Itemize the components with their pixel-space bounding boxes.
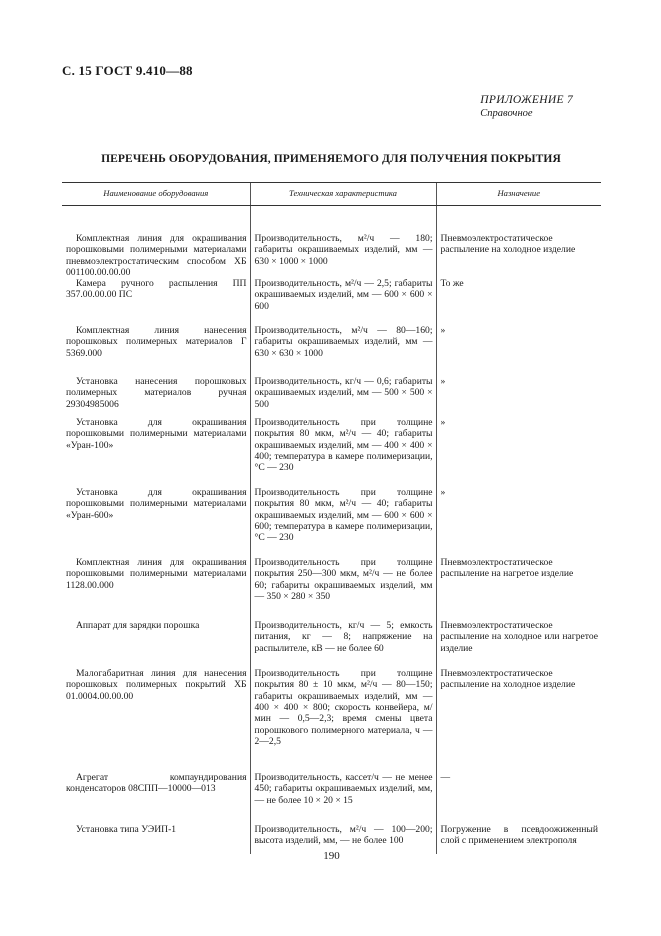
- equipment-name: Установка для окрашивания порошковыми полимерными материалами «Уран-100»: [66, 417, 247, 451]
- equipment-name: Комплектная линия для окрашивания порошковыми полимерными материалами 1128.00.000: [66, 557, 247, 591]
- equipment-spec: Производительность при толщине покрытия 80 мкм, м²/ч — 40; габариты окрашиваемых изделий, мм — 600 × 600 × 600; температура в камере полимеризации, °С — 230: [250, 480, 436, 550]
- equipment-spec: Производительность, м²/ч — 100—200; высота изделий, мм, — не более 100: [250, 818, 436, 854]
- equipment-name: Установка типа УЭИП-1: [76, 824, 177, 836]
- table-row: [62, 766, 601, 818]
- equipment-spec: Производительность, кассет/ч — не менее 450; габариты окрашиваемых изделий, мм, — не более 10 × 20 × 15: [250, 766, 436, 818]
- equipment-spec: Производительность, м²/ч — 2,5; габариты окрашиваемых изделий, мм — 600 × 600 × 600: [250, 278, 436, 318]
- equipment-spec: Производительность, кг/ч — 0,6; габариты окрашиваемых изделий, мм — 500 × 500 × 500: [250, 370, 436, 410]
- equipment-purpose: Пневмоэлектростатическое распыление на холодное или нагретое изделие: [436, 614, 601, 662]
- column-header-name: Наименование оборудования: [62, 183, 250, 206]
- page-number: 190: [323, 850, 340, 862]
- equipment-spec: Производительность при толщине покрытия 80 мкм, м²/ч — 40; габариты окрашиваемых изделий, мм — 400 × 400 × 400; температура в камере полимеризации, °С — 230: [250, 410, 436, 480]
- table-row: [62, 206, 601, 279]
- appendix-subtitle: Справочное: [480, 108, 533, 119]
- table-row: [62, 278, 601, 318]
- equipment-spec: Производительность, кг/ч — 5; емкость питания, кг — 8; напряжение на распылителе, кВ — не более 60: [250, 614, 436, 662]
- equipment-name: Комплектная линия нанесения порошковых полимерных материалов Г 5369.000: [66, 325, 247, 359]
- equipment-purpose: »: [436, 480, 601, 550]
- table-row: [62, 370, 601, 410]
- equipment-purpose: —: [436, 766, 601, 818]
- table-row: [62, 410, 601, 480]
- equipment-purpose: Погружение в псевдоожиженный слой с применением электрополя: [436, 818, 601, 854]
- equipment-spec: Производительность, м²/ч — 180; габариты окрашиваемых изделий, мм — 630 × 1000 × 1000: [250, 206, 436, 279]
- equipment-spec: Производительность при толщине покрытия 250—300 мкм, м²/ч — не более 60; габариты окрашиваемых изделий, мм — 350 × 280 × 350: [250, 550, 436, 614]
- table-header-row: [62, 183, 601, 206]
- table-row: [62, 614, 601, 662]
- equipment-purpose: Пневмоэлектростатическое распыление на холодное изделие: [436, 662, 601, 766]
- column-header-purpose: Назначение: [436, 183, 601, 206]
- equipment-name: Аппарат для зарядки порошка: [76, 620, 200, 632]
- equipment-purpose: »: [436, 410, 601, 480]
- equipment-purpose: »: [436, 370, 601, 410]
- equipment-name: Комплектная линия для окрашивания порошковыми полимерными материалами пневмоэлектростатическим способом ХБ 001100.00.00.00: [66, 233, 247, 278]
- appendix-title: ПРИЛОЖЕНИЕ 7: [480, 94, 573, 106]
- table-row: [62, 318, 601, 370]
- equipment-purpose: Пневмоэлектростатическое распыление на нагретое изделие: [436, 550, 601, 614]
- equipment-table: [62, 182, 601, 854]
- table-row: [62, 662, 601, 766]
- equipment-name: Камера ручного распыления ПП 357.00.00.00 ПС: [66, 278, 247, 301]
- equipment-purpose: То же: [436, 278, 601, 318]
- equipment-spec: Производительность, м²/ч — 80—160; габариты окрашиваемых изделий, мм — 630 × 630 × 1000: [250, 318, 436, 370]
- equipment-spec: Производительность при толщине покрытия 80 ± 10 мкм, м²/ч — 80—150; габариты окрашиваемых изделий, мм — 400 × 400 × 800; скорость конвейера, м/мин — 0,5—2,3; время смены цвета порошкового полимерного материала, ч — 2—2,5: [250, 662, 436, 766]
- equipment-name: Агрегат компаундирования конденсаторов 08СПП—10000—013: [66, 772, 247, 795]
- page-header: С. 15 ГОСТ 9.410—88: [62, 63, 193, 78]
- table-row: [62, 480, 601, 550]
- equipment-name: Установка нанесения порошковых полимерных материалов ручная 29304985006: [66, 376, 247, 410]
- table-row: [62, 818, 601, 854]
- appendix-label: [480, 94, 573, 120]
- column-header-spec: Техническая характеристика: [250, 183, 436, 206]
- table-row: [62, 550, 601, 614]
- equipment-purpose: Пневмоэлектростатическое распыление на холодное изделие: [436, 206, 601, 279]
- equipment-purpose: »: [436, 318, 601, 370]
- equipment-name: Малогабаритная линия для нанесения порошковых полимерных покрытий ХБ 01.0004.00.00.00: [66, 668, 247, 702]
- equipment-name: Установка для окрашивания порошковыми полимерными материалами «Уран-600»: [66, 487, 247, 521]
- document-title: ПЕРЕЧЕНЬ ОБОРУДОВАНИЯ, ПРИМЕНЯЕМОГО ДЛЯ ПОЛУЧЕНИЯ ПОКРЫТИЯ: [101, 153, 561, 165]
